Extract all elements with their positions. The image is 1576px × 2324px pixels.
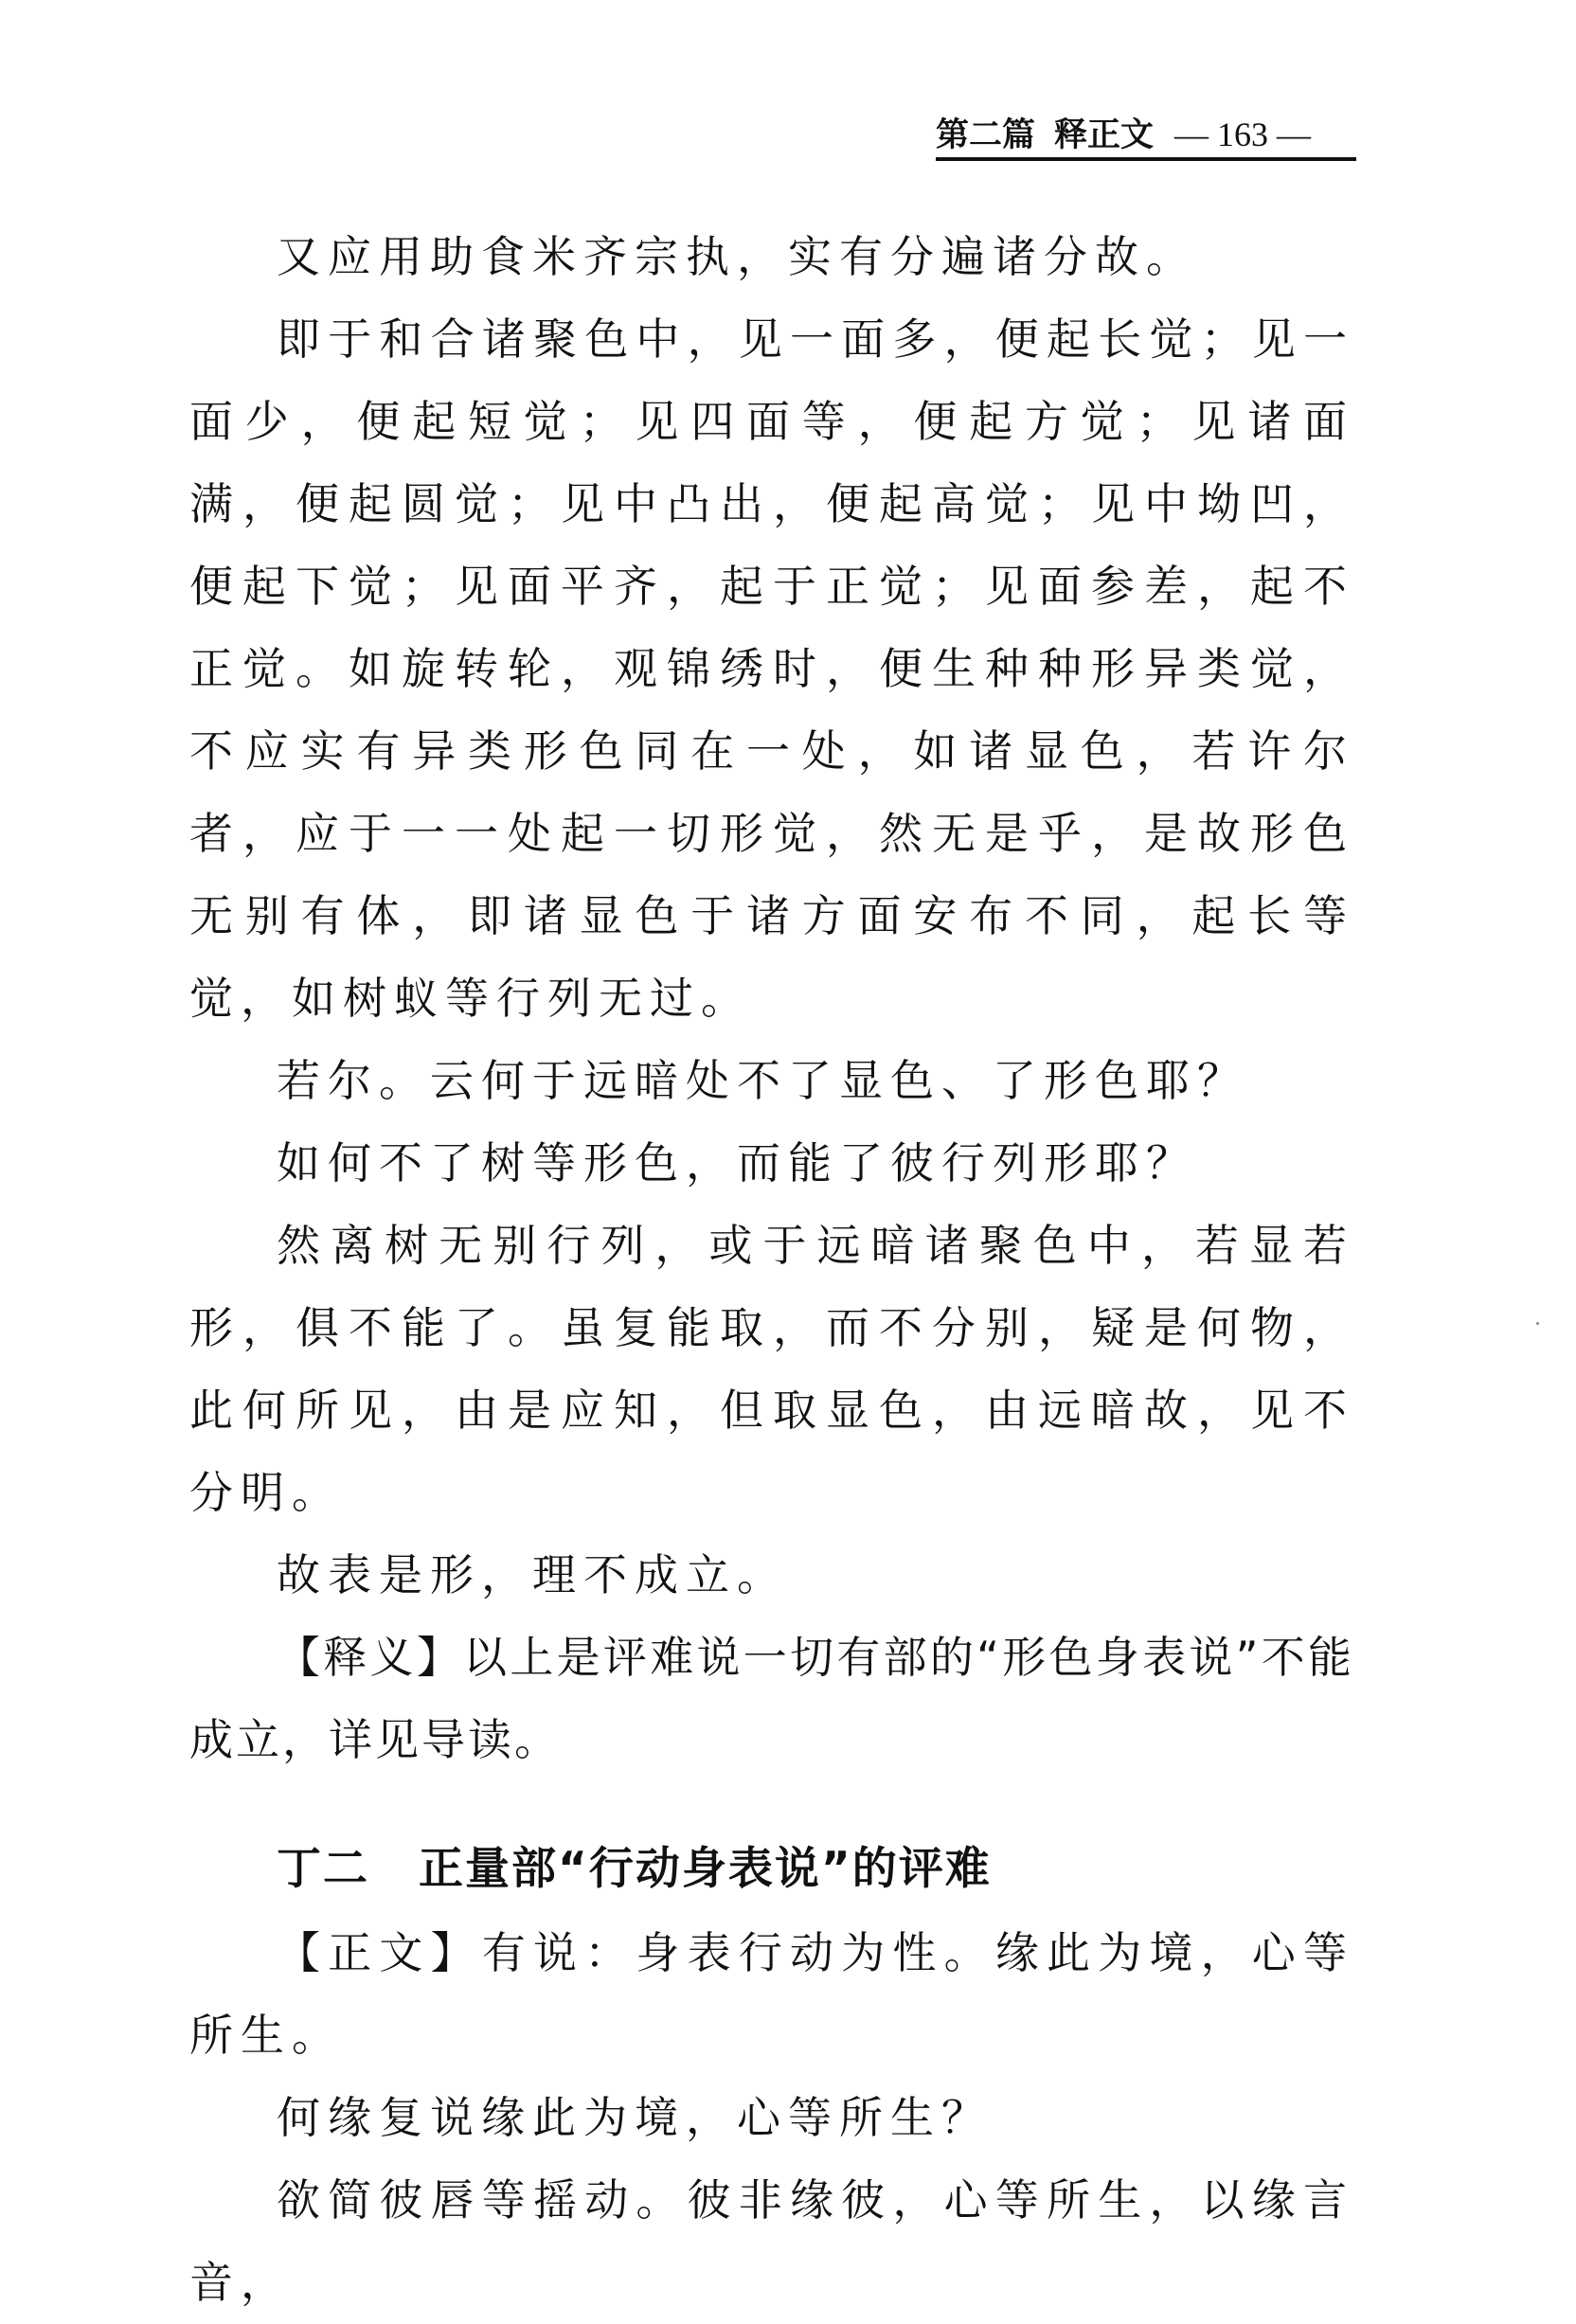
- paragraph: 即于和合诸聚色中，见一面多，便起长觉；见一面少，便起短觉；见四面等，便起方觉；见诸面满，便起圆觉；见中凸出，便起高觉；见中坳凹，便起下觉；见面平齐，起于正觉；见面参差，起不正觉。如旋转轮，观锦绣时，便生种种形异类觉，不应实有异类形色同在一处，如诸显色，若许尔者，应于一一处起一切形觉，然无是乎，是故形色无别有体，即诸显色于诸方面安布不同，起长等觉，如树蚁等行列无过。: [189, 313, 1354, 1024]
- page-number: — 163 —: [1174, 116, 1312, 153]
- paragraph: 如何不了树等形色，而能了彼行列形耶？: [277, 1137, 1197, 1189]
- paragraph: 然离树无别行列，或于远暗诸聚色中，若显若形，俱不能了。虽复能取，而不分别，疑是何物，此何所见，由是应知，但取显色，由远暗故，见不分明。: [189, 1220, 1354, 1518]
- paragraph: 若尔。云何于远暗处不了显色、了形色耶？: [277, 1055, 1248, 1106]
- paragraph: 故表是形，理不成立。: [277, 1549, 788, 1600]
- main-text-paragraph: [189, 1912, 1354, 2077]
- paragraph: 欲简彼唇等摇动。彼非缘彼，心等所生，以缘言音，: [189, 2174, 1354, 2308]
- section-title: 正量部“行动身表说”的评难: [419, 1843, 992, 1895]
- paragraph: 又应用助食米齐宗执，实有分遍诸分故。: [277, 231, 1197, 282]
- commentary-paragraph: [189, 1617, 1354, 1781]
- running-header: [936, 112, 1356, 161]
- commentary-text: 以上是评难说一切有部的“形色身表说”不能成立，详见导读。: [189, 1632, 1354, 1765]
- paragraph: 何缘复说缘此为境，心等所生？: [277, 2092, 993, 2143]
- main-text-tag: 【正文】: [277, 1927, 482, 1978]
- header-chapter: 第二篇: [936, 116, 1036, 154]
- main-text-body: 有说：身表行动为性。缘此为境，心等所生。: [189, 1927, 1355, 2061]
- body-text: [189, 216, 1354, 2324]
- scan-speck: [1536, 1322, 1539, 1325]
- section-number: 丁二: [277, 1843, 369, 1895]
- commentary-tag: 【释义】: [277, 1632, 464, 1683]
- header-title: 释正文: [1054, 116, 1155, 154]
- section-heading: [189, 1827, 1354, 1912]
